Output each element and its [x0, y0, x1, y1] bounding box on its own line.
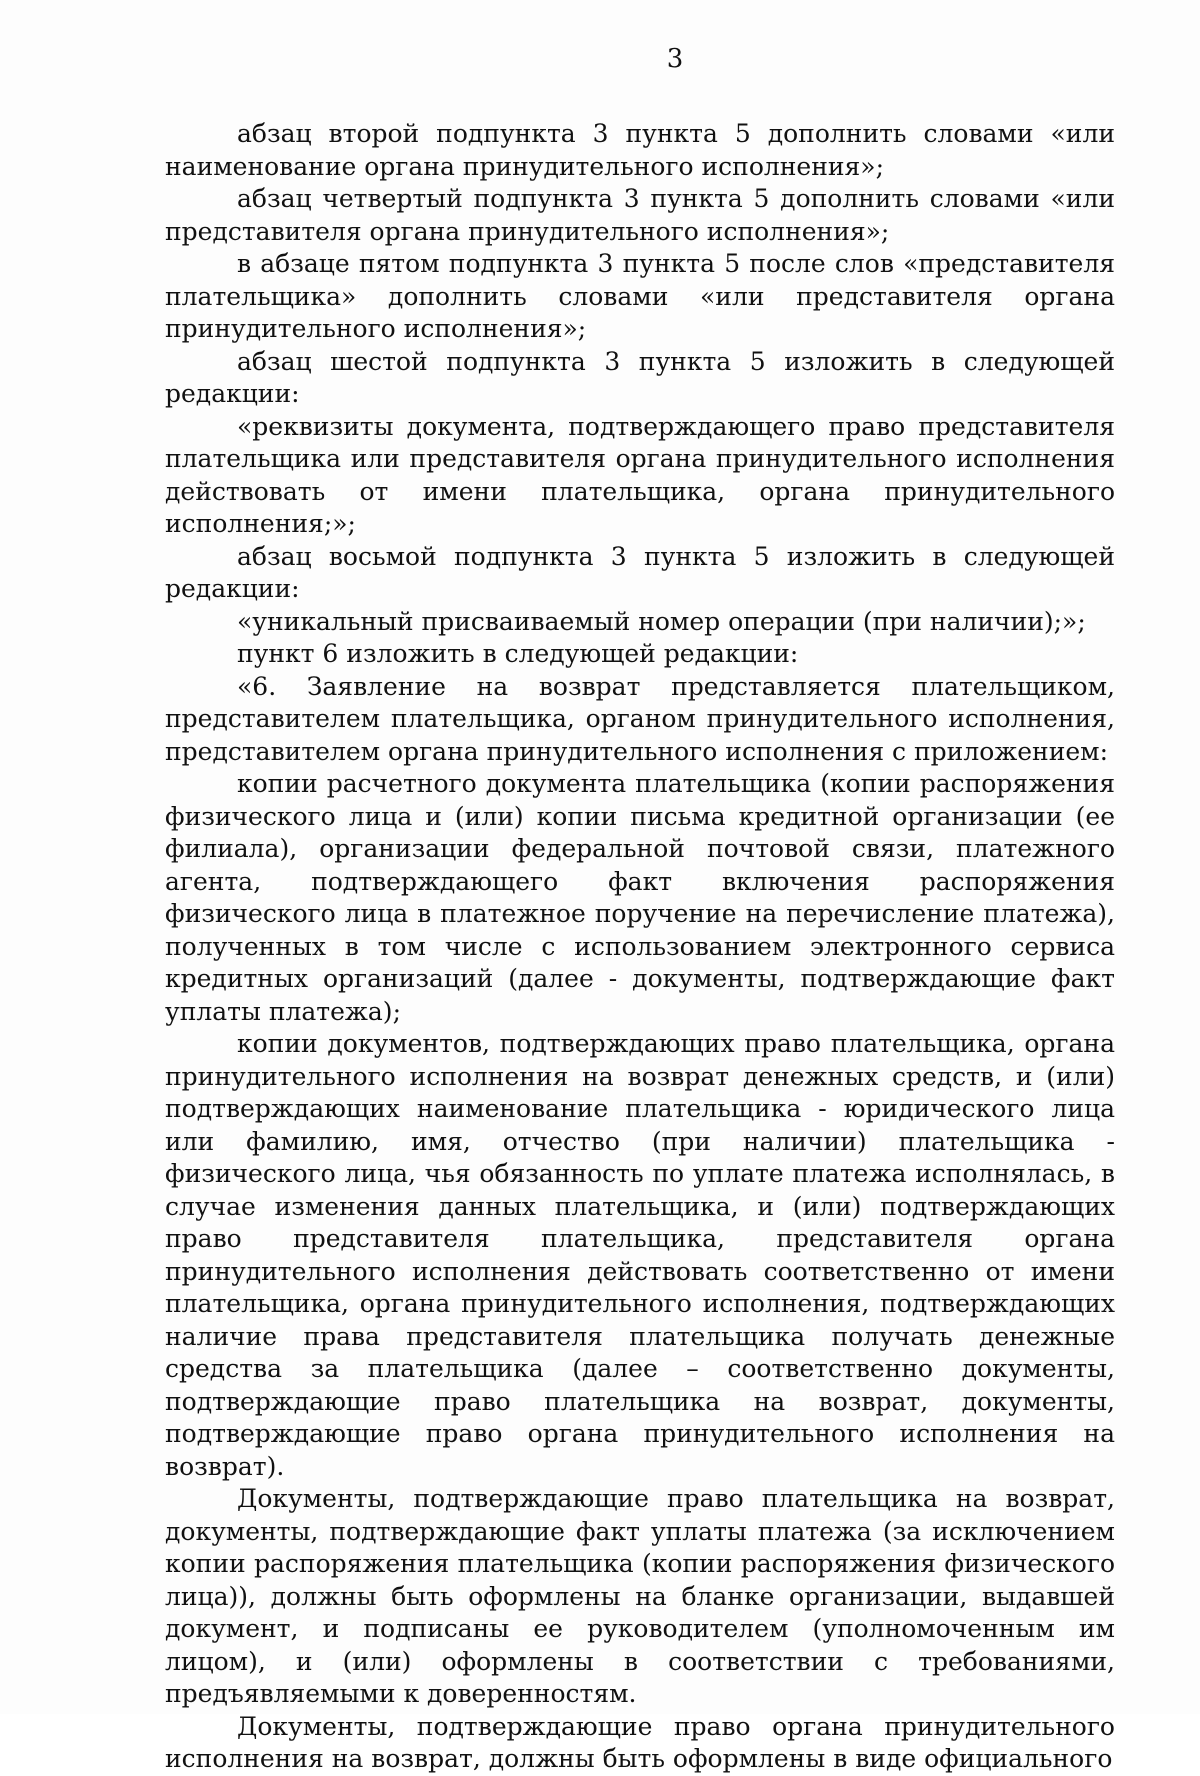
paragraph: абзац шестой подпункта 3 пункта 5 изложить в следующей редакции:: [165, 346, 1115, 408]
paragraph: «6. Заявление на возврат представляется плательщиком, представителем плательщика, органом принудительного исполнения, представителем органа принудительного исполнения с приложением:: [165, 671, 1115, 766]
paragraph: абзац четвертый подпункта 3 пункта 5 дополнить словами «или представителя органа принудительного исполнения»;: [165, 184, 1115, 246]
paragraph: абзац второй подпункта 3 пункта 5 дополнить словами «или наименование органа принудительного исполнения»;: [165, 119, 1115, 181]
paragraph: «уникальный присваиваемый номер операции (при наличии);»;: [237, 606, 1086, 636]
paragraph: в абзаце пятом подпункта 3 пункта 5 после слов «представителя плательщика» дополнить словами «или представителя органа принудительного исполнения»;: [165, 249, 1115, 343]
paragraph: копии расчетного документа плательщика (копии распоряжения физического лица и (или) копии письма кредитной организации (ее филиала), организации федеральной почтовой связи, платежного агента, подтверждающего факт включения распоряжения физического лица в платежное поручение на перечисление платежа), полученных в том числе с использованием электронного сервиса кредитных организаций (далее - документы, подтверждающие факт уплаты платежа);: [165, 769, 1115, 1026]
paragraph: абзац восьмой подпункта 3 пункта 5 изложить в следующей редакции:: [165, 541, 1115, 603]
paragraph: Документы, подтверждающие право плательщика на возврат, документы, подтверждающие факт уплаты платежа (за исключением копии распоряжения плательщика (копии распоряжения физического лица)), должны быть оформлены на бланке организации, выдавшей документ, и подписаны ее руководителем (уполномоченным им лицом), и (или) оформлены в соответствии с требованиями, предъявляемыми к доверенностям.: [165, 1484, 1115, 1708]
paragraph: Документы, подтверждающие право органа принудительного исполнения на возврат, должны быть оформлены в виде официального: [165, 1711, 1115, 1773]
paragraph: пункт 6 изложить в следующей редакции:: [237, 639, 799, 668]
paragraph: копии документов, подтверждающих право плательщика, органа принудительного исполнения на возврат денежных средств, и (или) подтверждающих наименование плательщика - юридического лица или фамилию, имя, отчество (при наличии) плательщика - физического лица, чья обязанность по уплате платежа исполнялась, в случае изменения данных плательщика, и (или) подтверждающих право представителя плательщика, представителя органа принудительного исполнения действовать соответственно от имени плательщика, органа принудительного исполнения, подтверждающих наличие права представителя плательщика получать денежные средства за плательщика (далее – соответственно документы, подтверждающие право плательщика на возврат, документы, подтверждающие право органа принудительного исполнения на возврат).: [165, 1029, 1115, 1481]
document-body: [165, 118, 1115, 1776]
page-number: 3: [666, 44, 684, 74]
paragraph: «реквизиты документа, подтверждающего право представителя плательщика или представителя органа принудительного исполнения действовать от имени плательщика, органа принудительного исполнения;»;: [165, 411, 1115, 538]
